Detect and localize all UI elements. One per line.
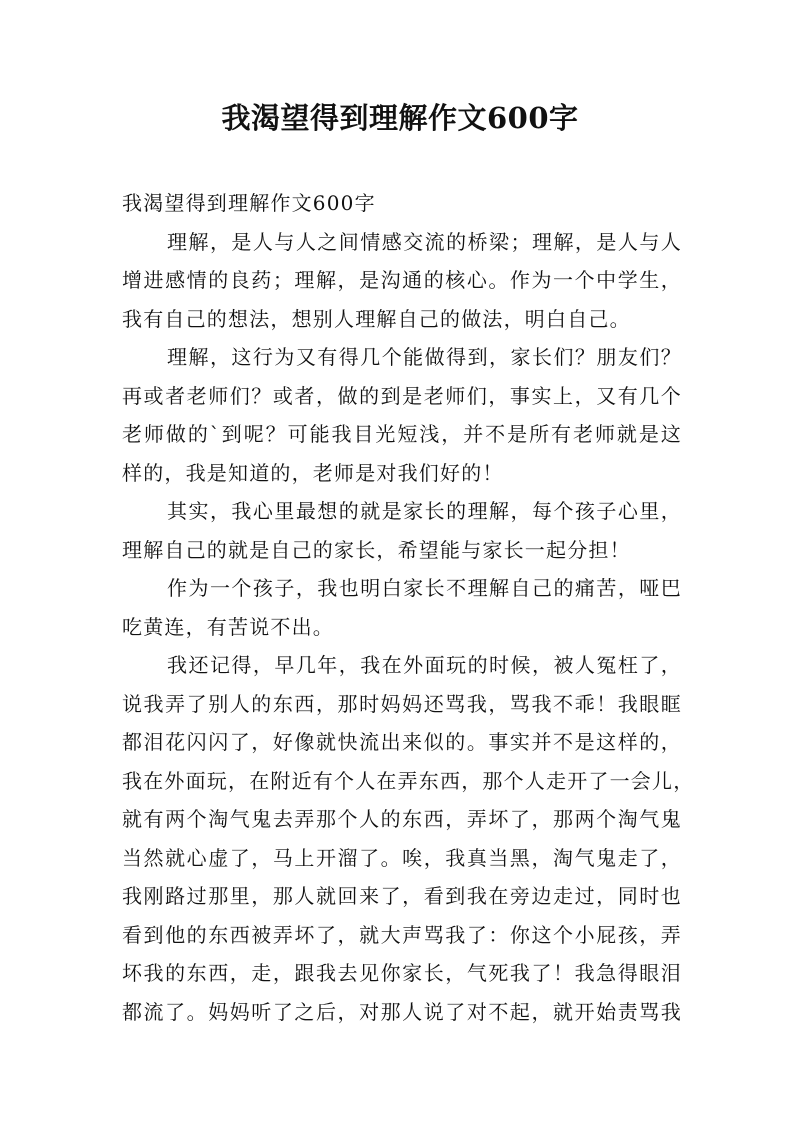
paragraph-4 xyxy=(122,569,682,646)
text-line: 都流了。妈妈听了之后，对那人说了对不起，就开始责骂我 xyxy=(122,999,682,1024)
text-line: 我有自己的想法，想别人理解自己的做法，明白自己。 xyxy=(122,306,631,331)
text-line: 我还记得，早几年，我在外面玩的时候，被人冤枉了， xyxy=(167,653,682,677)
text-line: 我在外面玩，在附近有个人在弄东西，那个人走开了一会儿， xyxy=(122,768,695,793)
paragraph-1 xyxy=(122,223,682,339)
text-line: 老师做的`到呢？可能我目光短浅，并不是所有老师就是这 xyxy=(122,422,682,446)
text-line: 作为一个孩子，我也明白家长不理解自己的痛苦，哑巴 xyxy=(167,576,682,600)
document-subtitle: 我渴望得到理解作文600字 xyxy=(122,191,376,215)
text-line: 样的，我是知道的，老师是对我们好的！ xyxy=(122,460,504,485)
text-line: 说我弄了别人的东西，那时妈妈还骂我，骂我不乖！我眼眶 xyxy=(122,691,682,716)
text-line: 理解，是人与人之间情感交流的桥梁；理解，是人与人 xyxy=(167,229,682,254)
text-line: 理解，这行为又有得几个能做得到，家长们？朋友们？ xyxy=(167,345,682,369)
text-line: 吃黄连，有苦说不出。 xyxy=(122,614,334,639)
text-line: 看到他的东西被弄坏了，就大声骂我了：你这个小屁孩，弄 xyxy=(122,922,682,947)
paragraph-5 xyxy=(122,646,695,1031)
text-line: 就有两个淘气鬼去弄那个人的东西，弄坏了，那两个淘气鬼 xyxy=(122,807,682,831)
text-line: 理解自己的就是自己的家长，希望能与家长一起分担！ xyxy=(122,537,631,562)
document-body xyxy=(122,184,695,1031)
text-line: 其实，我心里最想的就是家长的理解，每个孩子心里， xyxy=(167,499,682,523)
paragraph-3 xyxy=(122,492,682,569)
paragraph-2 xyxy=(122,338,682,492)
text-line: 当然就心虚了，马上开溜了。唉，我真当黑，淘气鬼走了， xyxy=(122,845,682,870)
text-line: 坏我的东西，走，跟我去见你家长，气死我了！我急得眼泪 xyxy=(122,961,682,985)
text-line: 我刚路过那里，那人就回来了，看到我在旁边走过，同时也 xyxy=(122,884,682,908)
document-title: 我渴望得到理解作文600字 xyxy=(221,101,579,135)
text-line: 再或者老师们？或者，做的到是老师们，事实上，又有几个 xyxy=(122,383,682,408)
text-line: 都泪花闪闪了，好像就快流出来似的。事实并不是这样的， xyxy=(122,730,682,754)
text-line: 增进感情的良药；理解，是沟通的核心。作为一个中学生， xyxy=(122,268,682,292)
